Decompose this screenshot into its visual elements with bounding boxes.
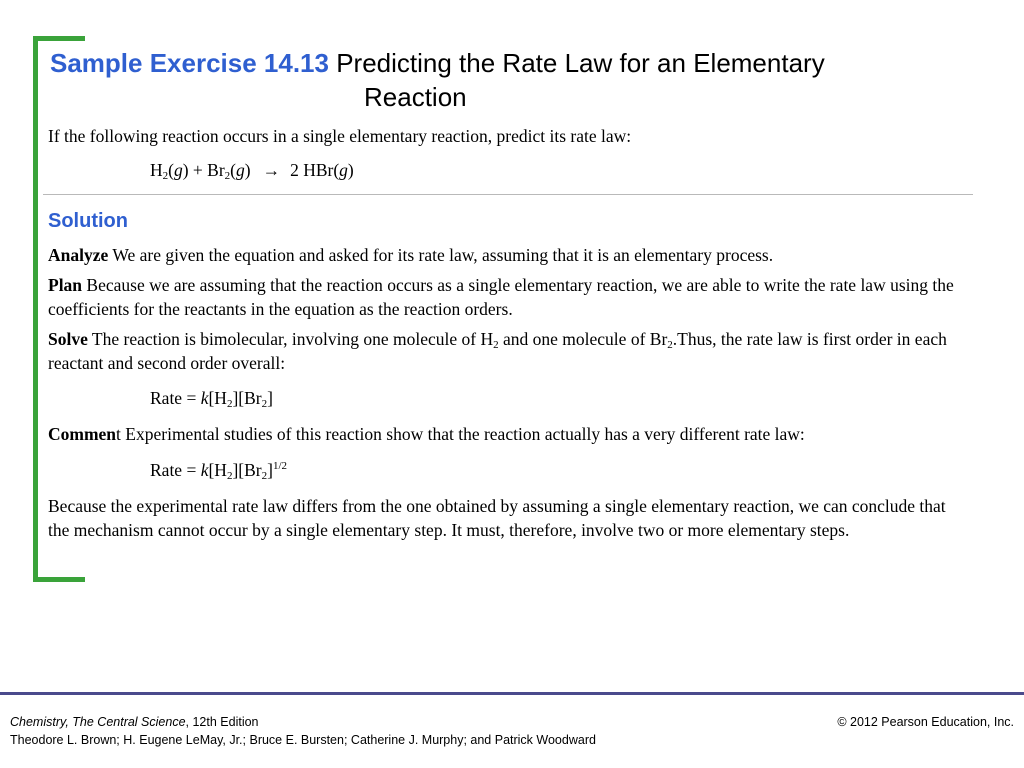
eq-close-1: ) — [182, 160, 189, 180]
page-title — [50, 48, 825, 112]
analyze-text: We are given the equation and asked for its rate law, assuming that it is an elementary process. — [108, 245, 774, 265]
eq-close-3: ) — [347, 160, 354, 180]
rate2-prefix: Rate = — [150, 460, 201, 480]
rate1-br-sub: 2 — [261, 398, 268, 410]
solve-text-2: and one molecule of Br — [498, 329, 668, 349]
solve-text-1: The reaction is bimolecular, involving one molecule of H — [87, 329, 494, 349]
rate1-h: [H — [208, 388, 227, 408]
footer-copyright: © 2012 Pearson Education, Inc. — [837, 715, 1014, 729]
rate2-exponent: 1/2 — [272, 460, 287, 472]
eq-h-sub: 2 — [162, 170, 169, 182]
rate2-br-sub: 2 — [261, 470, 268, 482]
green-bracket-vertical — [33, 36, 38, 582]
conclusion-paragraph: Because the experimental rate law differs from the one obtained by assuming a single elementary reaction, we can conclude that the mechanism cannot occur by a single elementary step. It must, therefore, involve two or more elementary steps. — [48, 496, 946, 540]
eq-plus: + — [188, 160, 208, 180]
title-line-2: Reaction — [364, 82, 467, 112]
footer-rule — [0, 692, 1024, 695]
rate-law-2 — [150, 458, 287, 482]
rate1-h-sub: 2 — [226, 398, 233, 410]
reaction-equation — [150, 158, 354, 182]
plan-text: Because we are assuming that the reaction occurs as a single elementary reaction, we are able to write the rate law using the coefficients for the reactants in the equation as the reaction orders. — [48, 275, 954, 319]
title-line-1: Predicting the Rate Law for an Elementary — [336, 48, 825, 78]
footer-citation — [10, 713, 596, 749]
comment-label-rest: t — [116, 424, 121, 444]
eq-phase-2: g — [236, 160, 245, 180]
rate2-end: ] — [267, 460, 273, 480]
analyze-paragraph — [48, 243, 968, 267]
rate1-prefix: Rate = — [150, 388, 201, 408]
comment-paragraph — [48, 422, 968, 446]
footer-edition: , 12th Edition — [185, 715, 259, 729]
exercise-number: Sample Exercise 14.13 — [50, 48, 329, 78]
eq-h: H — [150, 160, 163, 180]
analyze-label: Analyze — [48, 245, 109, 265]
rate1-end: ] — [267, 388, 273, 408]
rate-law-1 — [150, 386, 273, 410]
rate2-br: ][Br — [232, 460, 262, 480]
solve-label: Solve — [48, 329, 88, 349]
footer-authors: Theodore L. Brown; H. Eugene LeMay, Jr.; Bruce E. Bursten; Catherine J. Murphy; and Patrick Woodward — [10, 733, 596, 747]
eq-phase-3: g — [339, 160, 348, 180]
eq-open-2: ( — [230, 160, 236, 180]
eq-arrow: → — [262, 160, 281, 180]
rate2-h-sub: 2 — [226, 470, 233, 482]
eq-close-2: ) — [244, 160, 251, 180]
eq-open-1: ( — [168, 160, 174, 180]
solution-heading: Solution — [48, 210, 128, 232]
plan-label: Plan — [48, 275, 83, 295]
solve-text-3: .Thus, the rate law is first order in each reactant and second order overall: — [48, 329, 947, 373]
eq-product: 2 HBr — [290, 160, 334, 180]
green-bracket-top — [33, 36, 85, 41]
rate1-br: ][Br — [232, 388, 262, 408]
rate2-h: [H — [208, 460, 227, 480]
rate2-k: k — [200, 460, 209, 480]
footer-book-title: Chemistry, The Central Science — [10, 715, 186, 729]
solve-paragraph — [48, 327, 968, 375]
comment-label: Commen — [48, 424, 117, 444]
eq-br: Br — [207, 160, 225, 180]
solve-sub-1: 2 — [493, 339, 499, 351]
comment-text: Experimental studies of this reaction show that the reaction actually has a very different rate law: — [120, 424, 805, 444]
green-bracket-bottom — [33, 577, 85, 582]
plan-paragraph — [48, 273, 968, 321]
eq-phase-1: g — [173, 160, 183, 180]
section-divider — [43, 194, 973, 195]
problem-prompt: If the following reaction occurs in a single elementary reaction, predict its rate law: — [48, 126, 632, 146]
eq-open-3: ( — [333, 160, 340, 180]
solve-sub-2: 2 — [667, 339, 673, 351]
eq-br-sub: 2 — [224, 170, 231, 182]
rate1-k: k — [200, 388, 209, 408]
footer-book-line — [10, 713, 596, 731]
